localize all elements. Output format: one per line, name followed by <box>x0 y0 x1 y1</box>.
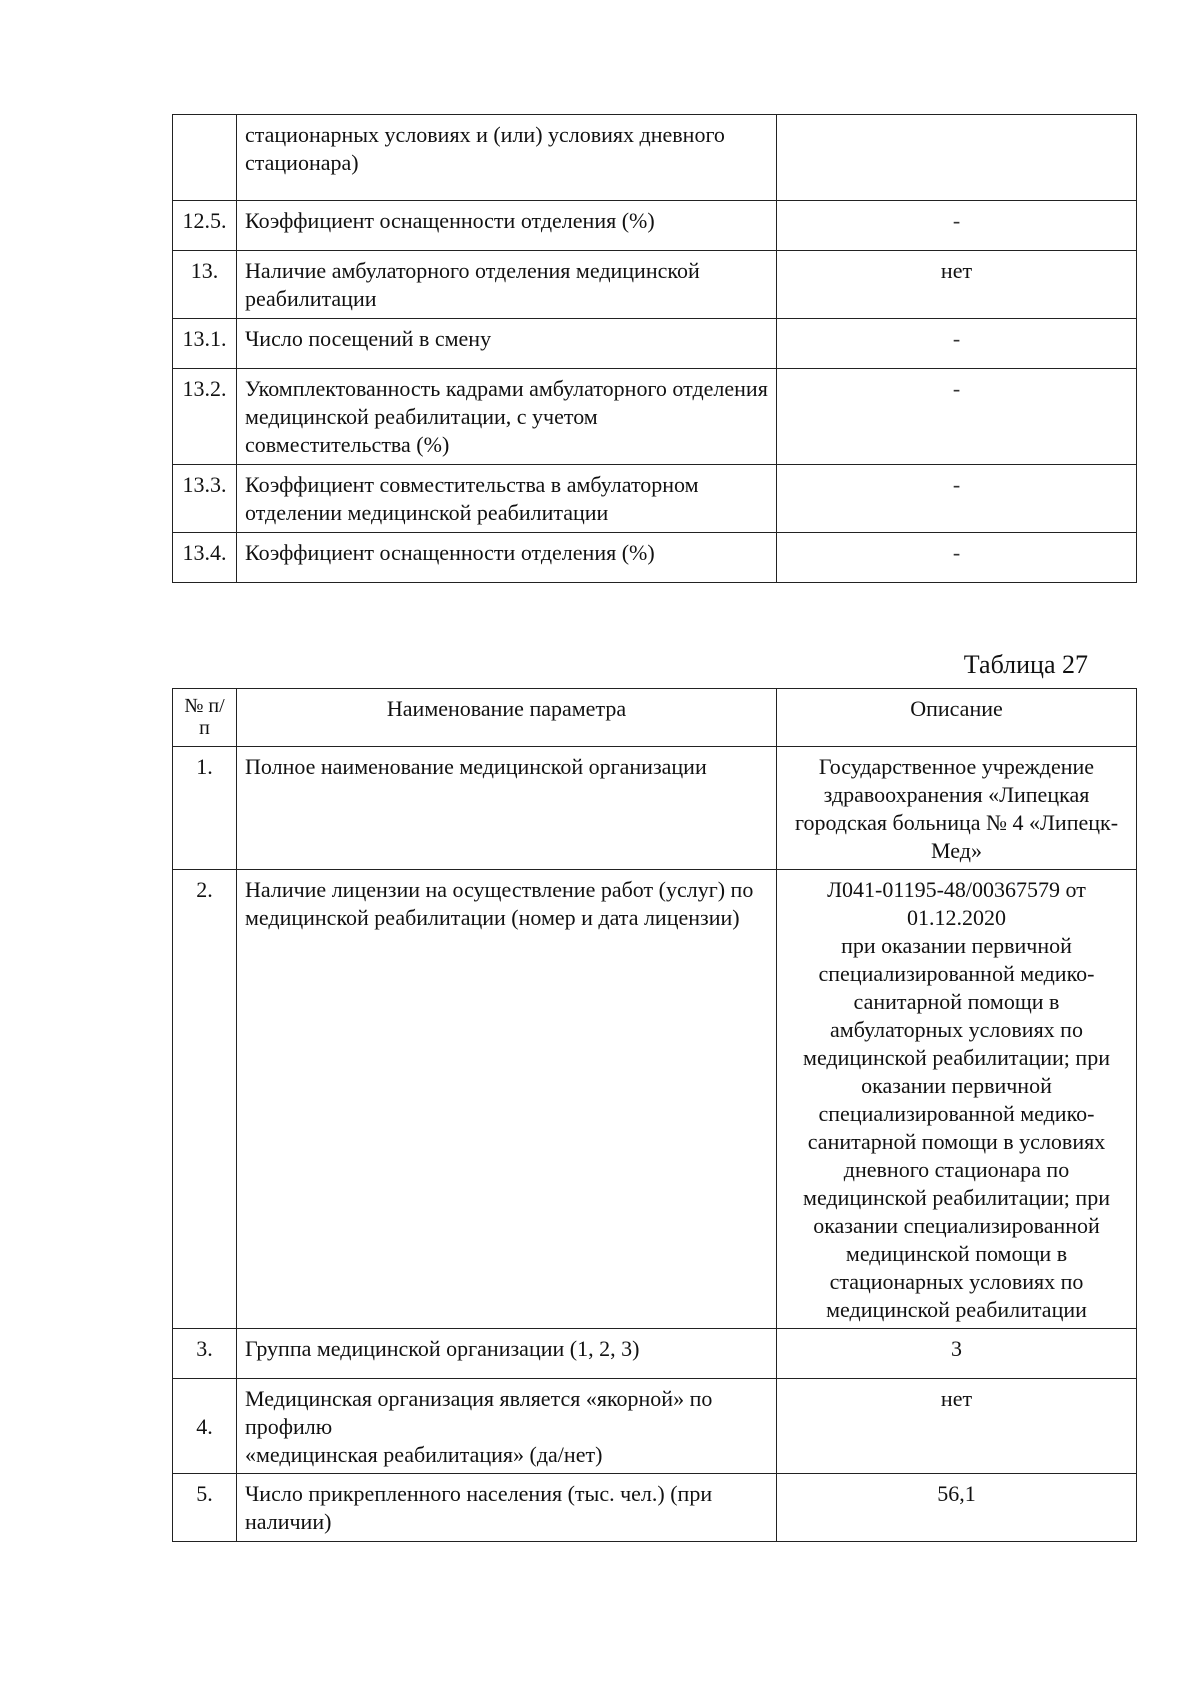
parameter-value: - <box>777 319 1137 369</box>
table-row <box>173 465 1137 533</box>
parameter-name: Укомплектованность кадрами амбулаторного отделения медицинской реабилитации, с учетом совместительства (%) <box>237 369 777 465</box>
table-row <box>173 319 1137 369</box>
row-number <box>173 115 237 201</box>
parameter-name: Наличие лицензии на осуществление работ (услуг) по медицинской реабилитации (номер и дата лицензии) <box>237 870 777 1329</box>
parameter-name: Группа медицинской организации (1, 2, 3) <box>237 1329 777 1379</box>
parameter-value <box>777 870 1137 1329</box>
parameter-name-line: Медицинская организация является «якорной» по профилю <box>245 1386 713 1439</box>
row-number: 2. <box>173 870 237 1329</box>
table-row <box>173 870 1137 1329</box>
table-row <box>173 747 1137 870</box>
parameter-name-line: «медицинская реабилитация» (да/нет) <box>245 1442 603 1467</box>
row-number: 12.5. <box>173 201 237 251</box>
parameter-name <box>237 1379 777 1474</box>
row-number: 13.3. <box>173 465 237 533</box>
table-header-row <box>173 689 1137 747</box>
license-number: Л041-01195-48/00367579 от 01.12.2020 <box>827 877 1086 930</box>
parameter-value: 56,1 <box>777 1474 1137 1542</box>
table-row <box>173 1474 1137 1542</box>
table-row <box>173 1379 1137 1474</box>
table-row <box>173 369 1137 465</box>
header-parameter-name: Наименование параметра <box>237 689 777 747</box>
row-number: 4. <box>173 1379 237 1474</box>
table-27 <box>172 688 1137 1542</box>
table-row <box>173 533 1137 583</box>
parameter-value: - <box>777 369 1137 465</box>
row-number: 5. <box>173 1474 237 1542</box>
row-number: 1. <box>173 747 237 870</box>
table-row <box>173 115 1137 201</box>
table-previous-continuation <box>172 114 1137 583</box>
table-row <box>173 201 1137 251</box>
parameter-name: Коэффициент оснащенности отделения (%) <box>237 201 777 251</box>
row-number: 13.2. <box>173 369 237 465</box>
parameter-value: нет <box>777 1379 1137 1474</box>
parameter-value: - <box>777 465 1137 533</box>
license-scope: при оказании первичной специализированной медико-санитарной помощи в амбулаторных условиях по медицинской реабилитации; при оказании первичной специализированной медико-санитарной помощи в условиях дневного стационара по медицинской реабилитации; при оказании специализированной медицинской помощи в стационарных условиях по медицинской реабилитации <box>803 933 1110 1322</box>
row-number: 13.1. <box>173 319 237 369</box>
parameter-value: - <box>777 533 1137 583</box>
table-caption: Таблица 27 <box>963 650 1088 679</box>
parameter-value <box>777 115 1137 201</box>
parameter-name: стационарных условиях и (или) условиях дневного стационара) <box>237 115 777 201</box>
parameter-value: - <box>777 201 1137 251</box>
parameter-name: Коэффициент оснащенности отделения (%) <box>237 533 777 583</box>
table-row <box>173 251 1137 319</box>
parameter-value: нет <box>777 251 1137 319</box>
row-number: 13. <box>173 251 237 319</box>
parameter-value: 3 <box>777 1329 1137 1379</box>
parameter-name: Полное наименование медицинской организации <box>237 747 777 870</box>
row-number: 13.4. <box>173 533 237 583</box>
parameter-name: Коэффициент совместительства в амбулаторном отделении медицинской реабилитации <box>237 465 777 533</box>
parameter-name: Число посещений в смену <box>237 319 777 369</box>
parameter-value: Государственное учреждение здравоохранения «Липецкая городская больница № 4 «Липецк-Мед» <box>777 747 1137 870</box>
header-number: № п/п <box>173 689 237 747</box>
parameter-name: Число прикрепленного населения (тыс. чел.) (при наличии) <box>237 1474 777 1542</box>
parameter-name: Наличие амбулаторного отделения медицинской реабилитации <box>237 251 777 319</box>
table-row <box>173 1329 1137 1379</box>
row-number: 3. <box>173 1329 237 1379</box>
header-description: Описание <box>777 689 1137 747</box>
